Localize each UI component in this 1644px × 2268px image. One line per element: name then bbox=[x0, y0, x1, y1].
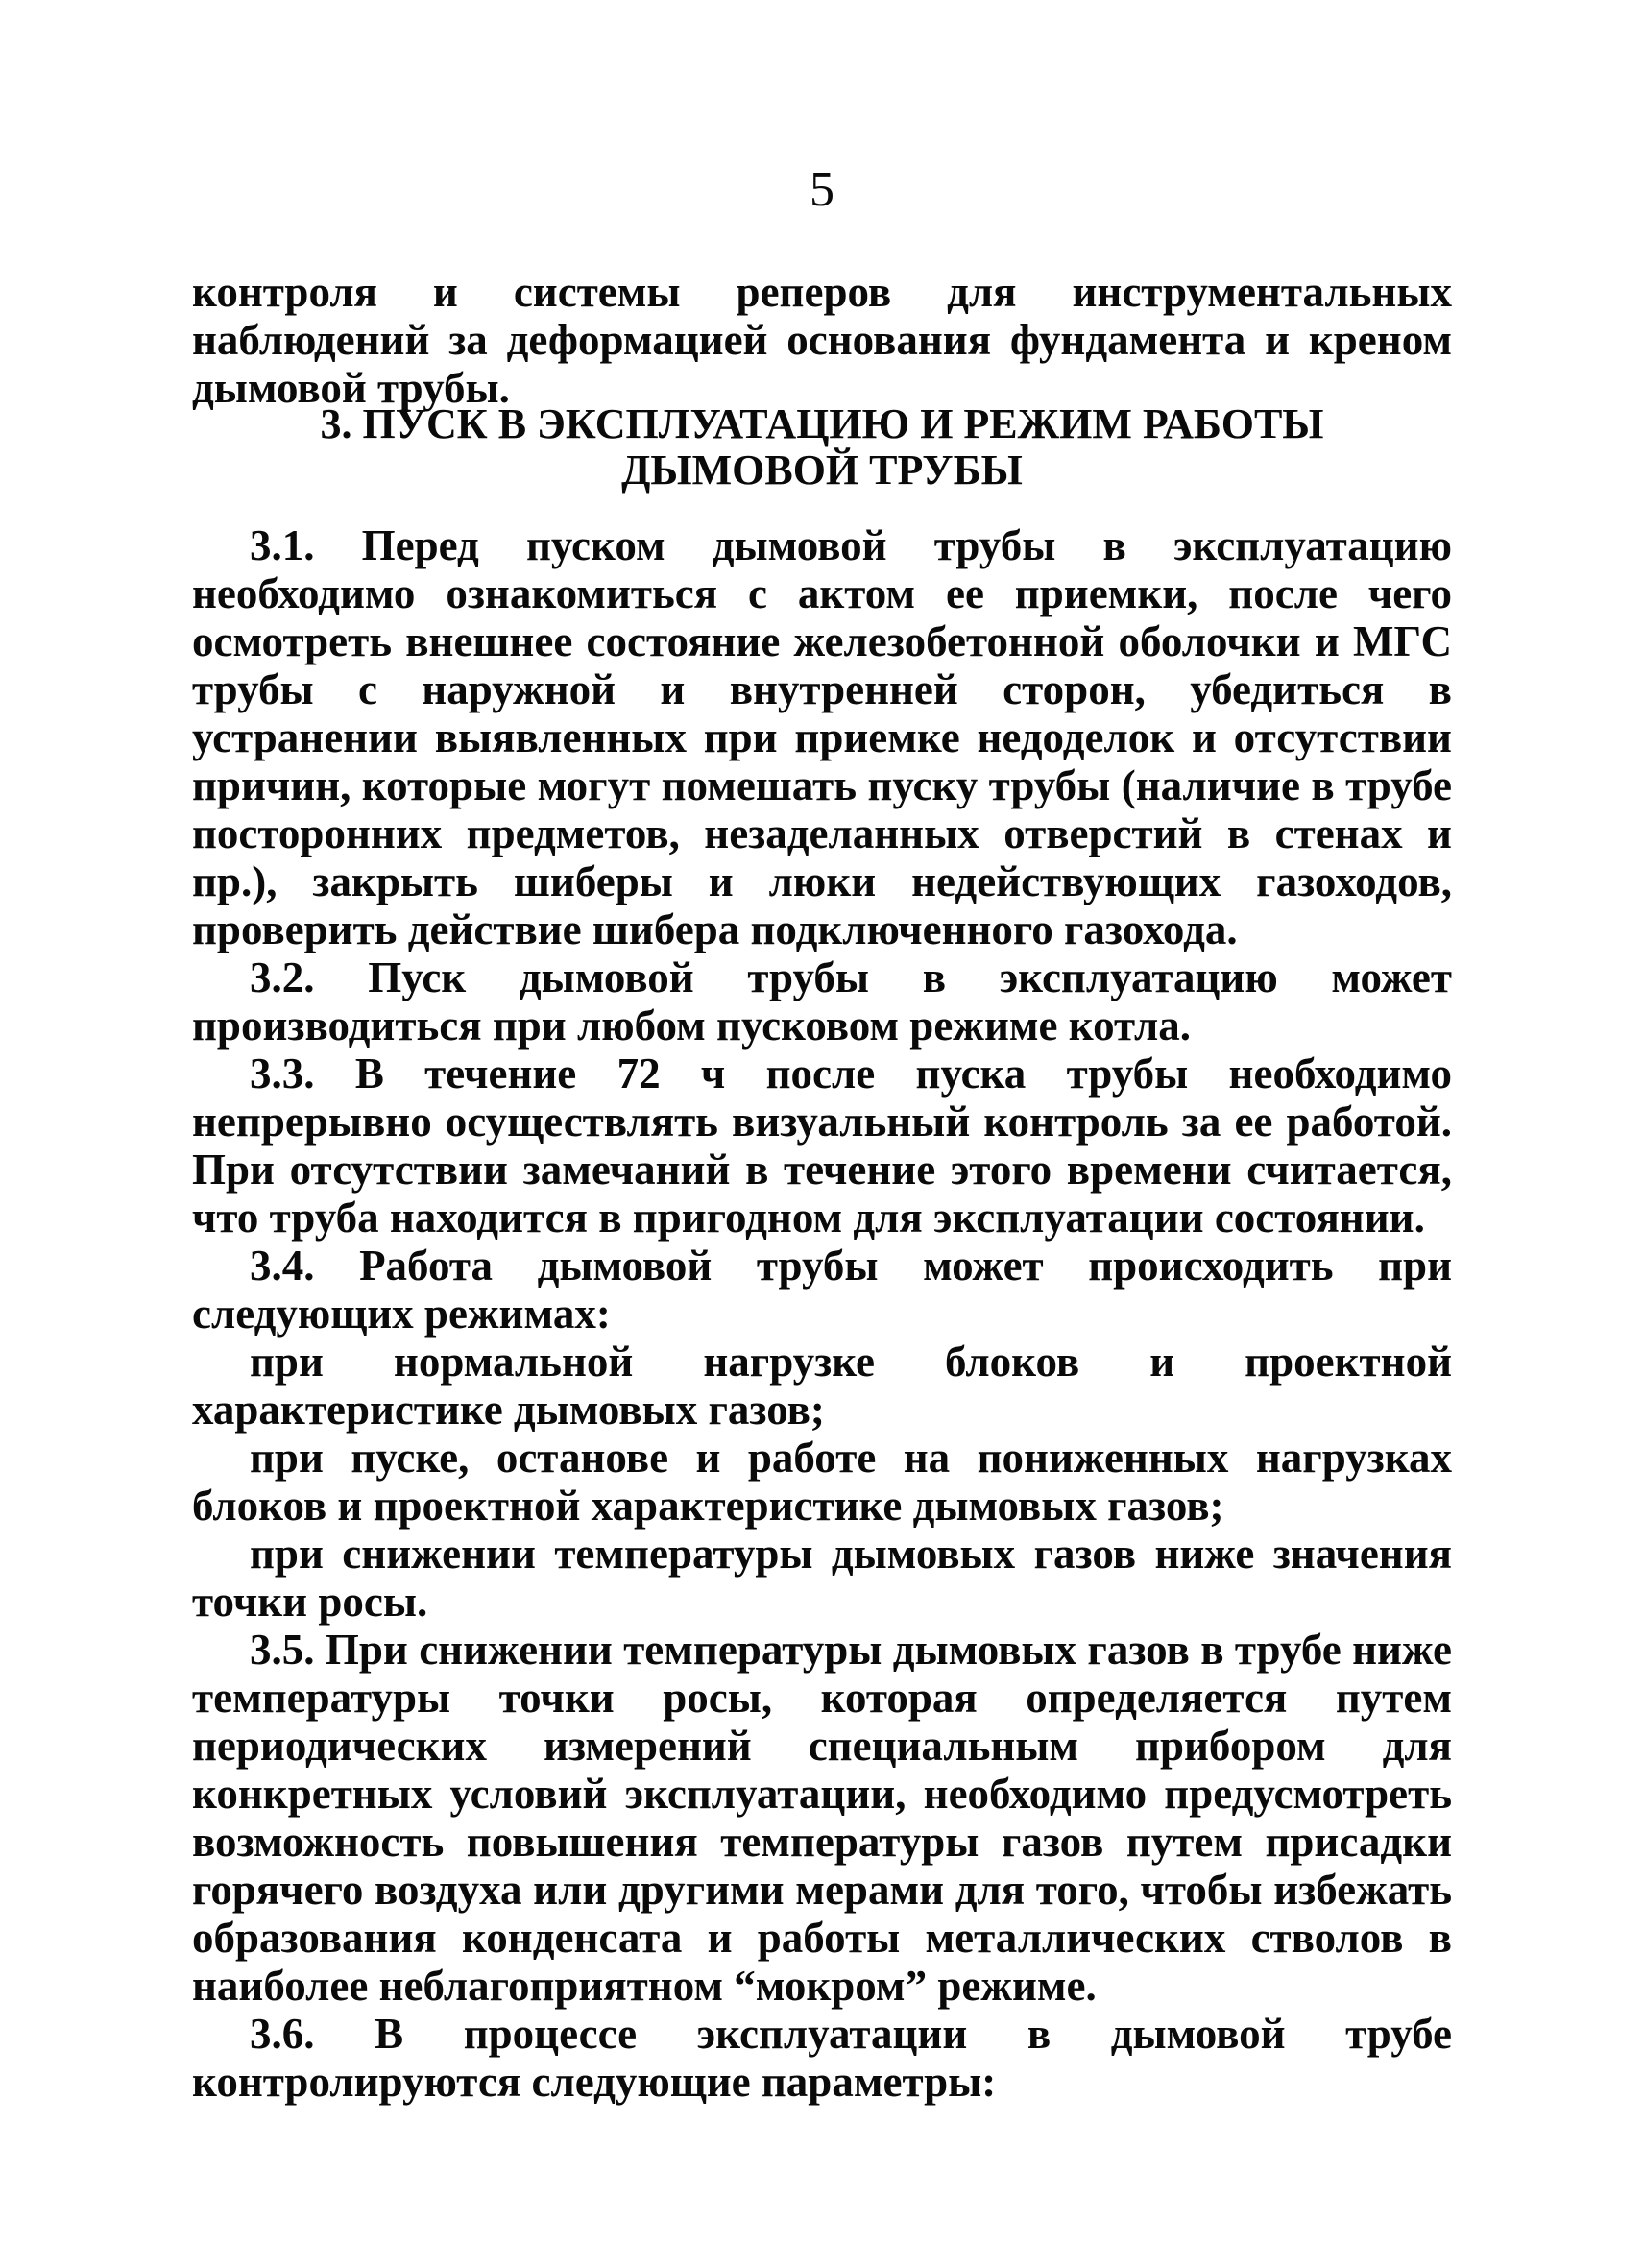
section-heading-line-2: ДЫМОВОЙ ТРУБЫ bbox=[621, 446, 1023, 494]
page-number: 5 bbox=[810, 162, 834, 217]
intro-paragraph-block bbox=[192, 268, 1452, 412]
mode-item-1: при нормальной нагрузке блоков и проектной характеристике дымовых газов; bbox=[192, 1338, 1452, 1434]
section-heading-line-1: 3. ПУСК В ЭКСПЛУАТАЦИЮ И РЕЖИМ РАБОТЫ bbox=[320, 400, 1324, 447]
paragraph-3-2: 3.2. Пуск дымовой трубы в эксплуатацию может производиться при любом пусковом режиме котла. bbox=[192, 953, 1452, 1050]
section-heading bbox=[0, 401, 1644, 494]
mode-item-2: при пуске, останове и работе на пониженных нагрузках блоков и проектной характеристике дымовых газов; bbox=[192, 1434, 1452, 1530]
paragraph-3-4: 3.4. Работа дымовой трубы может происходить при следующих режимах: bbox=[192, 1242, 1452, 1338]
paragraph-3-5: 3.5. При снижении температуры дымовых газов в трубе ниже температуры точки росы, которая определяется путем периодических измерений специальным прибором для конкретных условий эксплуатации, необходимо предусмотреть возможность повышения температуры газов путем присадки горячего воздуха или другими мерами для того, чтобы избежать образования конденсата и работы металлических стволов в наиболее неблагоприятном “мокром” режиме. bbox=[192, 1626, 1452, 2010]
paragraph-3-6: 3.6. В процессе эксплуатации в дымовой трубе контролируются следующие параметры: bbox=[192, 2010, 1452, 2106]
mode-item-3: при снижении температуры дымовых газов ниже значения точки росы. bbox=[192, 1530, 1452, 1626]
paragraph-3-3: 3.3. В течение 72 ч после пуска трубы необходимо непрерывно осуществлять визуальный контроль за ее работой. При отсутствии замечаний в течение этого времени считается, что труба находится в пригодном для эксплуатации состоянии. bbox=[192, 1050, 1452, 1242]
paragraph-3-1: 3.1. Перед пуском дымовой трубы в эксплуатацию необходимо ознакомиться с актом ее приемки, после чего осмотреть внешнее состояние железобетонной оболочки и МГС трубы с наружной и внутренней сторон, убедиться в устранении выявленных при приемке недоделок и отсутствии причин, которые могут помешать пуску трубы (наличие в трубе посторонних предметов, незаделанных отверстий в стенах и пр.), закрыть шиберы и люки недействующих газоходов, проверить действие шибера подключенного газохода. bbox=[192, 521, 1452, 953]
intro-paragraph: контроля и системы реперов для инструментальных наблюдений за деформацией основания фундамента и креном дымовой трубы. bbox=[192, 268, 1452, 412]
section-body bbox=[192, 521, 1452, 2106]
